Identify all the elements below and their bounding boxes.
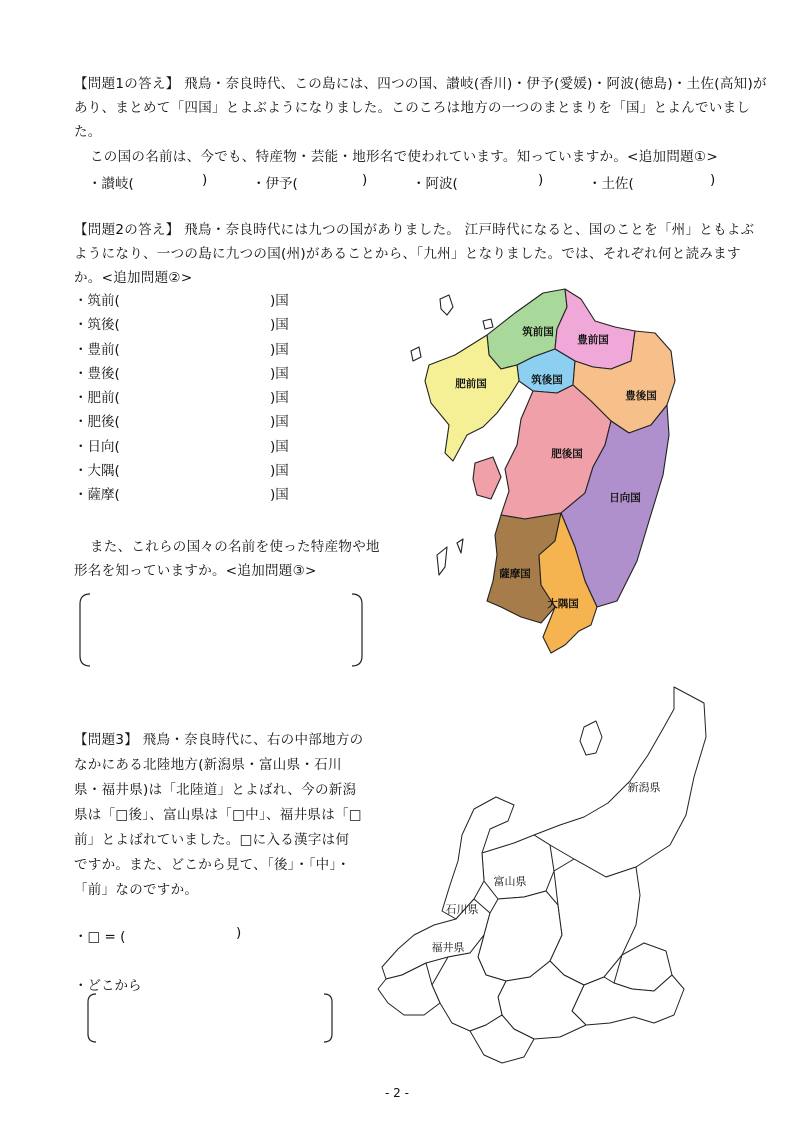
page-number: - 2 - [385,1086,409,1100]
q2-extra-line-2: 形名を知っていますか。<追加問題③> [74,563,317,579]
province-row-higo[interactable] [74,410,304,434]
q3-answer-label: ・□ = ( [74,929,126,945]
q1-blank-awa[interactable] [412,172,458,192]
q3-line-7: 「前」なのですか。 [74,882,199,898]
label-toyama: 富山県 [493,875,527,888]
kyushu-map [405,285,705,657]
province-label: ・大隅( [74,463,120,480]
q1-blank-label: ・伊予( [252,176,298,192]
province-label: ・豊前( [74,341,120,358]
province-suffix: )国 [270,317,289,334]
label-ishikawa: 石川県 [445,903,479,916]
label-chikuzen: 筑前国 [522,326,554,338]
province-suffix: )国 [270,365,289,382]
q1-blank-label: ・讃岐( [88,176,134,192]
label-niigata: 新潟県 [627,781,661,794]
province-suffix: )国 [270,341,289,358]
q2-line-2: ようになり、一つの島に九つの国(州)があることから、「九州」となりました。では、それぞれ何と読みます [74,246,741,262]
amakusa-island [473,457,501,499]
q3-line-4: 県は「□後」、富山県は「□中」、福井県は「□ [74,807,362,823]
q1-line-3: た。 [74,124,102,140]
province-suffix: )国 [270,293,289,309]
q1-blank-iyo[interactable] [252,172,298,192]
q2-answer-box[interactable] [76,592,366,668]
province-row-satsuma[interactable] [74,483,304,507]
q3-line-6: ですか。また、どこから見て、「後」・「中」・ [74,857,351,873]
q1-blank-sanuki[interactable] [88,172,134,192]
label-bungo: 豊後国 [625,390,657,402]
region-toyama [482,835,554,899]
tanegashima-island [457,539,463,553]
goto-island [411,347,421,361]
q1-lead: この国の名前は、今でも、特産物・芸能・地形名で使われています。知っていますか。<追加問題①> [90,149,718,165]
q2-province-list [74,289,304,508]
q1-line-2: あり、まとめて「四国」とよぶようになりました。このころは地方の一つのまとまりを「国」とよんでいまし [74,100,751,116]
sado-island [580,721,602,755]
province-suffix: )国 [270,390,289,407]
label-hizen: 肥前国 [455,378,487,390]
q1-paragraph [74,72,767,144]
province-suffix: )国 [270,487,289,504]
koshiki-island [437,547,447,575]
province-suffix: )国 [270,463,289,480]
province-label: ・豊後( [74,365,120,382]
q3-paragraph [74,728,374,903]
province-label: ・日向( [74,438,120,455]
q1-close: ) [710,172,716,188]
q3-line-3: 県・福井県)は「北陸道」とよばれ、今の新潟 [74,782,357,798]
province-label: ・肥後( [74,414,120,431]
province-suffix: )国 [270,438,289,455]
province-row-chikugo[interactable] [74,313,304,337]
q1-line-1: 【問題1の答え】 飛鳥・奈良時代、この島には、四つの国、讃岐(香川)・伊予(愛媛)・阿波(徳島)・土佐(高知)が [74,76,767,92]
q2-line-3: か。<追加問題②> [74,270,193,286]
province-row-hizen[interactable] [74,386,304,410]
q3-answer-kanji[interactable] [74,925,125,945]
province-row-chikuzen[interactable] [74,289,304,313]
q1-close: ) [538,172,544,188]
q1-blank-label: ・土佐( [588,176,634,192]
q1-close: ) [362,172,368,188]
label-buzen: 豊前国 [577,334,609,346]
q3-line-2: なかにある北陸地方(新潟県・富山県・石川 [74,757,342,773]
label-higo: 肥後国 [551,448,583,460]
q1-close: ) [202,172,208,188]
province-label: ・筑後( [74,317,120,334]
q3-where-answer-box[interactable] [84,992,336,1044]
q3-line-5: 前」とよばれていました。□に入る漢字は何 [74,832,350,848]
q2-extra-question [74,535,394,583]
chubu-map [374,685,714,1065]
province-row-buzen[interactable] [74,338,304,362]
q2-extra-line-1: また、これらの国々の名前を使った特産物や地 [90,539,380,555]
province-label: ・筑前( [74,293,120,309]
q1-blank-label: ・阿波( [412,176,458,192]
label-fukui: 福井県 [431,941,465,954]
province-suffix: )国 [270,414,289,431]
label-chikugo: 筑後国 [531,374,563,386]
label-osumi: 大隅国 [547,598,579,610]
region-niigata [534,687,706,877]
q2-line-1: 【問題2の答え】 飛鳥・奈良時代には九つの国がありました。 江戸時代になると、国のことを「州」ともよぶ [74,222,755,238]
label-satsuma: 薩摩国 [499,568,531,580]
province-row-bungo[interactable] [74,362,304,386]
tsushima-island [440,295,453,315]
province-label: ・薩摩( [74,487,120,504]
q1-blank-tosa[interactable] [588,172,634,192]
iki-island [483,319,493,329]
label-hyuga: 日向国 [609,492,641,504]
province-row-osumi[interactable] [74,459,304,483]
q2-paragraph [74,218,755,290]
province-row-hyuga[interactable] [74,435,304,459]
q3-line-1: 【問題3】 飛鳥・奈良時代に、右の中部地方の [74,732,364,748]
q3-where-label: ・どこから [74,978,142,994]
province-label: ・肥前( [74,390,120,407]
q3-answer-close: ) [236,925,242,941]
